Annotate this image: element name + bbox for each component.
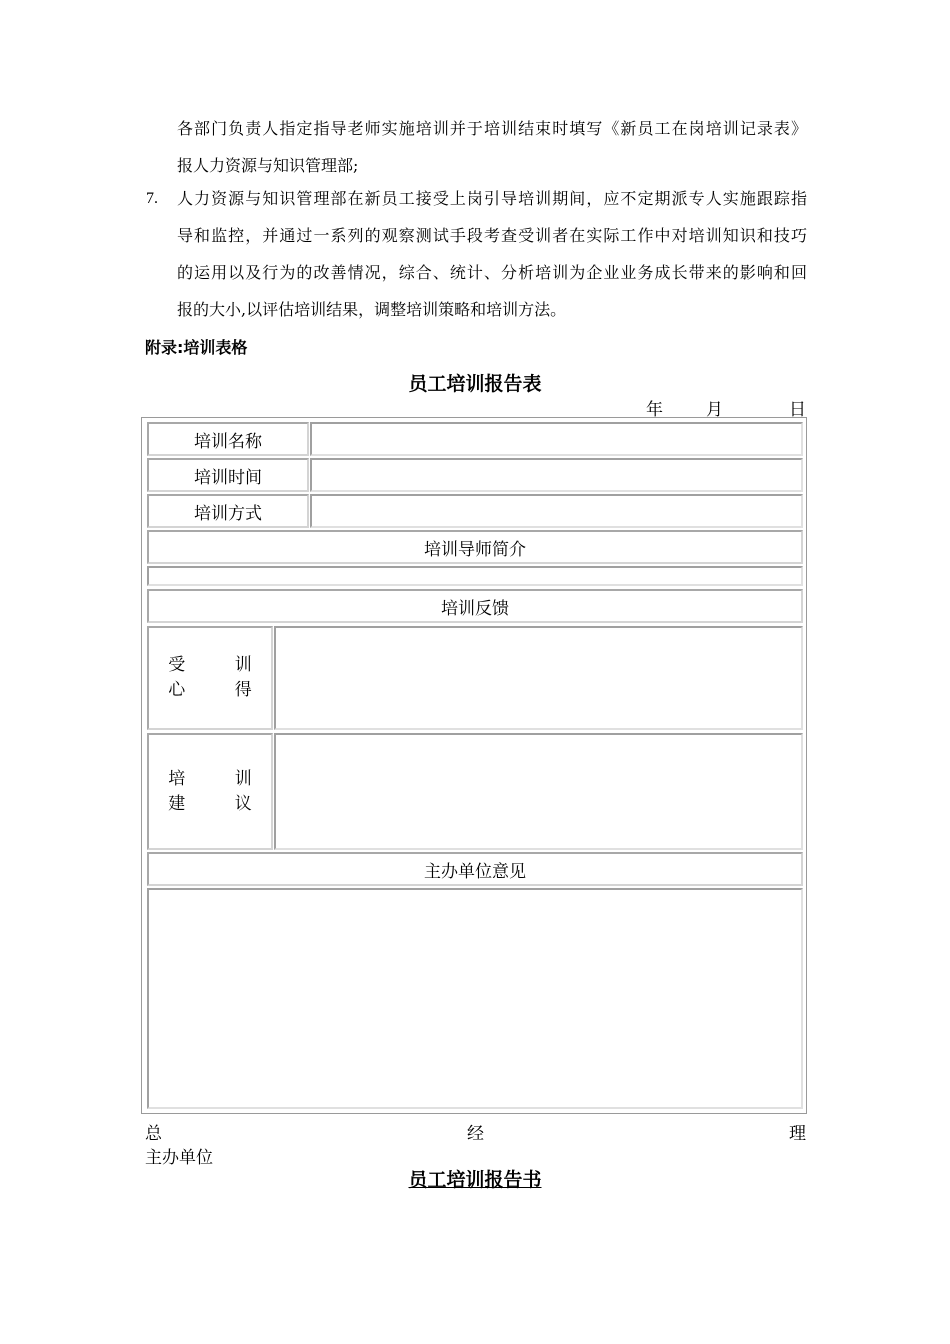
training-name-label: 培训名称 xyxy=(147,422,309,456)
training-name-field[interactable] xyxy=(310,422,803,456)
training-method-label: 培训方式 xyxy=(147,494,309,528)
suggestion-field[interactable] xyxy=(274,733,803,850)
training-time-label: 培训时间 xyxy=(147,458,309,492)
list-item-line-2: 导和监控，并通过一系列的观察测试手段考查受训者在实际工作中对培训知识和技巧 xyxy=(177,226,807,245)
form-title: 员工培训报告表 xyxy=(408,373,542,395)
list-item-line-3: 的运用以及行为的改善情况，综合、统计、分析培训为企业业务成长带来的影响和回 xyxy=(177,263,807,282)
feedback-header: 培训反馈 xyxy=(147,589,803,623)
date-month: 月 xyxy=(706,400,723,420)
intro-line-1: 各部门负责人指定指导老师实施培训并于培训结束时填写《新员工在岗培训记录表》 xyxy=(177,119,807,138)
experience-label-line-2: 心 得 xyxy=(168,680,274,700)
suggestion-label-line-2: 建 议 xyxy=(168,793,274,814)
date-day: 日 xyxy=(789,400,806,420)
next-section-title-text: 员工培训报告书 xyxy=(408,1169,542,1191)
mentor-intro-header: 培训导师简介 xyxy=(147,530,803,564)
organizer-label: 主办单位 xyxy=(145,1148,213,1168)
suggestion-label-line-1: 培 训 xyxy=(168,768,274,789)
date-year: 年 xyxy=(646,400,663,420)
training-time-field[interactable] xyxy=(310,458,803,492)
mentor-intro-field[interactable] xyxy=(147,566,803,586)
list-item-line-1: 人力资源与知识管理部在新员工接受上岗引导培训期间，应不定期派专人实施跟踪指 xyxy=(177,189,807,208)
training-method-field[interactable] xyxy=(310,494,803,528)
training-report-table xyxy=(141,417,807,1114)
organizer-opinion-header: 主办单位意见 xyxy=(147,852,803,886)
general-manager-char-2: 经 xyxy=(467,1124,484,1144)
experience-label-line-1: 受 训 xyxy=(168,655,274,675)
experience-label xyxy=(147,626,273,730)
experience-field[interactable] xyxy=(274,626,803,730)
general-manager-char-3: 理 xyxy=(789,1124,806,1144)
next-section-title xyxy=(0,1165,950,1192)
organizer-opinion-field[interactable] xyxy=(147,888,803,1109)
intro-line-2: 报人力资源与知识管理部; xyxy=(177,156,359,175)
appendix-heading: 附录:培训表格 xyxy=(145,338,248,357)
list-item-number: 7. xyxy=(146,190,158,207)
suggestion-label xyxy=(147,733,273,850)
general-manager-char-1: 总 xyxy=(145,1124,162,1144)
list-item-line-4: 报的大小,以评估培训结果，调整培训策略和培训方法。 xyxy=(177,300,567,319)
